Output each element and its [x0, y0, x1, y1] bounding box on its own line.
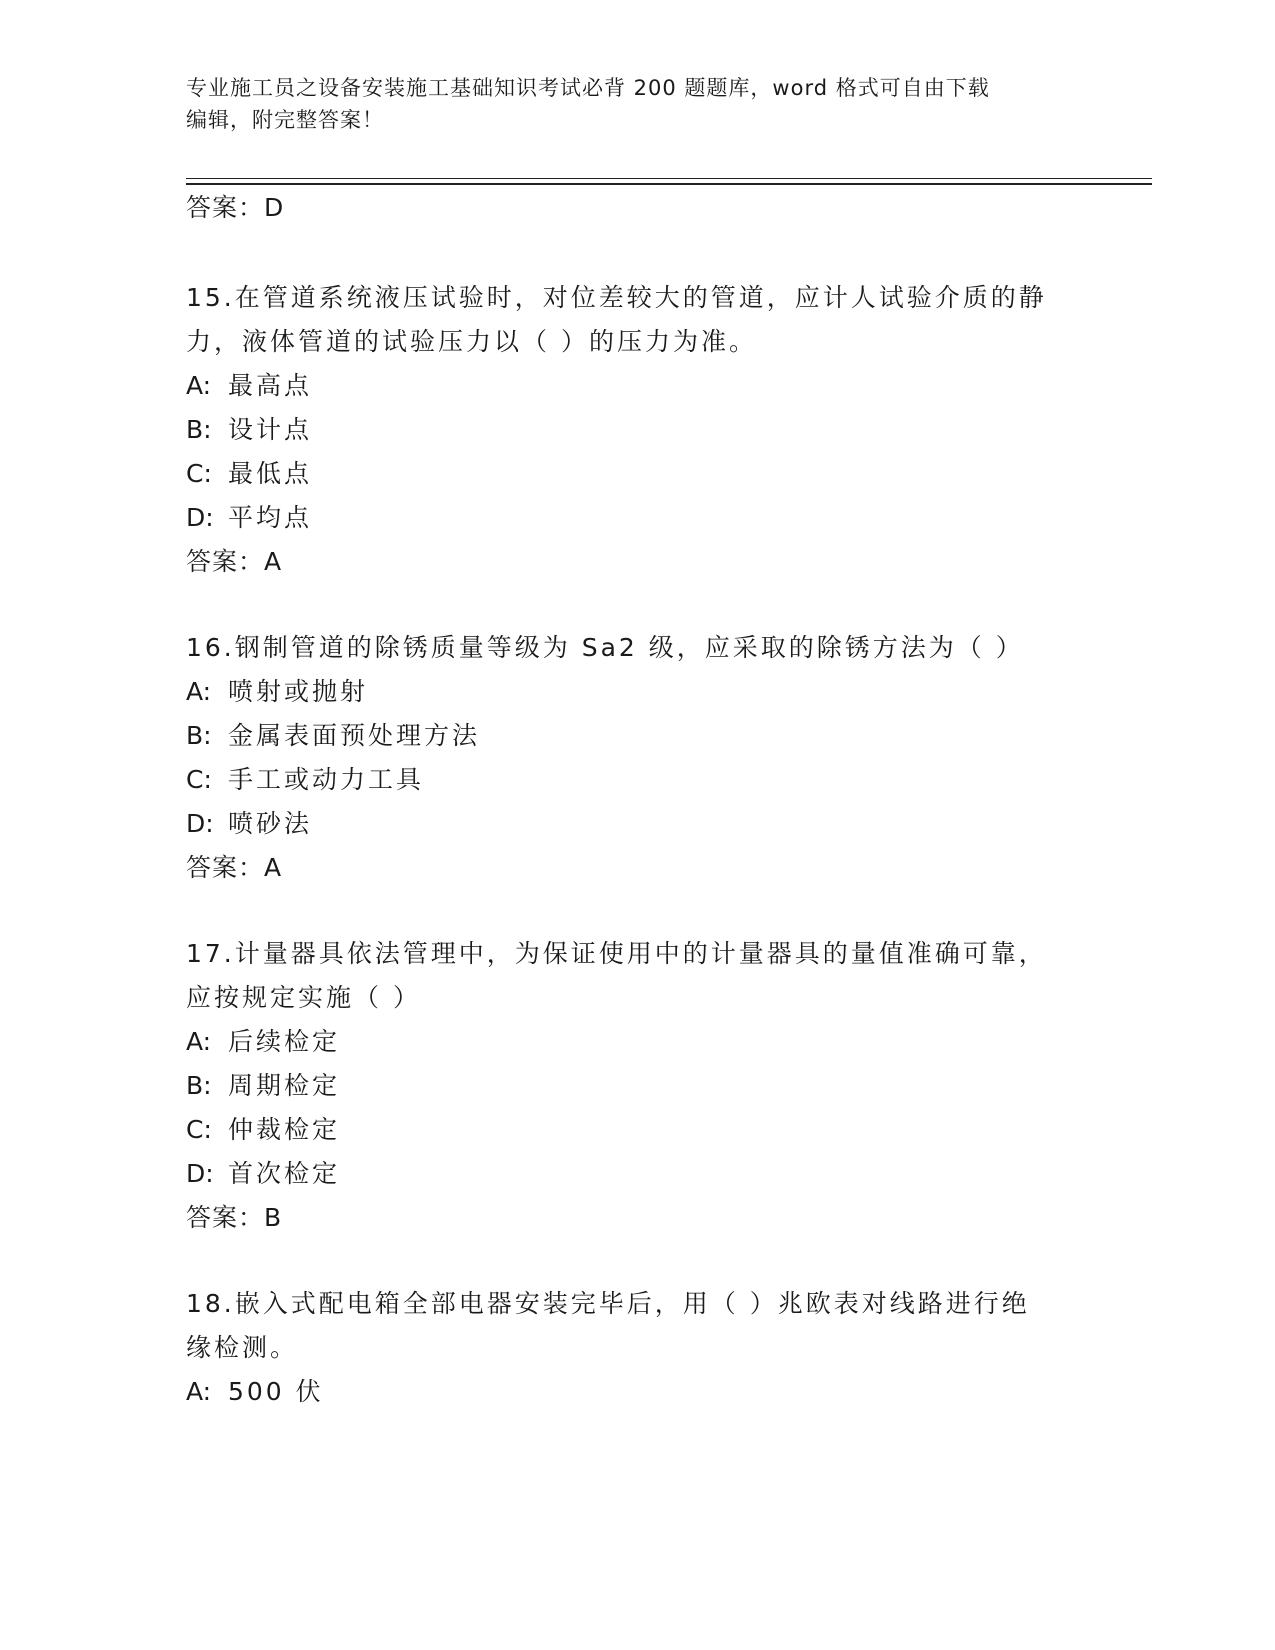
- question-15-option-b: [186, 410, 312, 450]
- option-text: 设计点: [228, 415, 313, 444]
- option-text: 周期检定: [228, 1071, 341, 1100]
- option-text: 最低点: [228, 459, 313, 488]
- question-17-option-b: [186, 1066, 340, 1106]
- question-17-answer: 答案：B: [186, 1203, 283, 1232]
- header-divider-thin: [186, 178, 1152, 179]
- question-15-option-c: [186, 454, 312, 494]
- option-key: C:: [186, 765, 212, 794]
- question-17-stem-line-1: 17.计量器具依法管理中，为保证使用中的计量器具的量值准确可靠，: [186, 939, 1047, 968]
- question-16-option-c: [186, 760, 424, 800]
- question-15-answer: 答案：A: [186, 547, 283, 576]
- header-divider-thick: [186, 183, 1152, 185]
- option-text: 喷射或抛射: [228, 677, 369, 706]
- question-17-option-c: [186, 1110, 340, 1150]
- question-18-stem-line-2: 缘检测。: [186, 1333, 299, 1362]
- option-text: 手工或动力工具: [228, 765, 425, 794]
- header-line-1: 专业施工员之设备安装施工基础知识考试必背 200 题题库，word 格式可自由下载: [186, 76, 990, 100]
- question-15-option-d: [186, 498, 312, 538]
- option-key: B:: [186, 721, 212, 750]
- option-key: A:: [186, 1027, 212, 1056]
- option-key: D:: [186, 503, 214, 532]
- option-text: 最高点: [228, 371, 313, 400]
- question-17-option-d: [186, 1154, 340, 1194]
- option-text: 500 伏: [228, 1377, 324, 1406]
- question-16-stem-line-1: 16.钢制管道的除锈质量等级为 Sa2 级，应采取的除锈方法为（ ）: [186, 633, 1024, 662]
- document-header: [186, 72, 1086, 136]
- previous-answer: 答案：D: [186, 193, 285, 222]
- question-16-option-b: [186, 716, 480, 756]
- question-16-answer: 答案：A: [186, 853, 283, 882]
- option-key: B:: [186, 1071, 212, 1100]
- option-key: D:: [186, 809, 214, 838]
- option-text: 喷砂法: [228, 809, 313, 838]
- question-17-option-a: [186, 1022, 340, 1062]
- option-text: 后续检定: [228, 1027, 341, 1056]
- option-text: 仲裁检定: [228, 1115, 341, 1144]
- question-16-option-a: [186, 672, 368, 712]
- option-key: A:: [186, 677, 212, 706]
- question-18-stem-line-1: 18.嵌入式配电箱全部电器安装完毕后，用（ ）兆欧表对线路进行绝: [186, 1289, 1030, 1318]
- header-line-2: 编辑，附完整答案！: [186, 108, 384, 132]
- option-key: C:: [186, 459, 212, 488]
- question-15-stem-line-1: 15.在管道系统液压试验时，对位差较大的管道，应计人试验介质的静: [186, 283, 1047, 312]
- option-key: A:: [186, 371, 212, 400]
- option-key: A:: [186, 1377, 212, 1406]
- question-16-option-d: [186, 804, 312, 844]
- question-18-option-a: [186, 1372, 324, 1412]
- option-key: C:: [186, 1115, 212, 1144]
- option-text: 平均点: [228, 503, 313, 532]
- option-text: 金属表面预处理方法: [228, 721, 481, 750]
- option-key: D:: [186, 1159, 214, 1188]
- option-key: B:: [186, 415, 212, 444]
- option-text: 首次检定: [228, 1159, 341, 1188]
- question-15-option-a: [186, 366, 312, 406]
- question-17-stem-line-2: 应按规定实施（ ）: [186, 983, 421, 1012]
- question-15-stem-line-2: 力，液体管道的试验压力以（ ）的压力为准。: [186, 327, 757, 356]
